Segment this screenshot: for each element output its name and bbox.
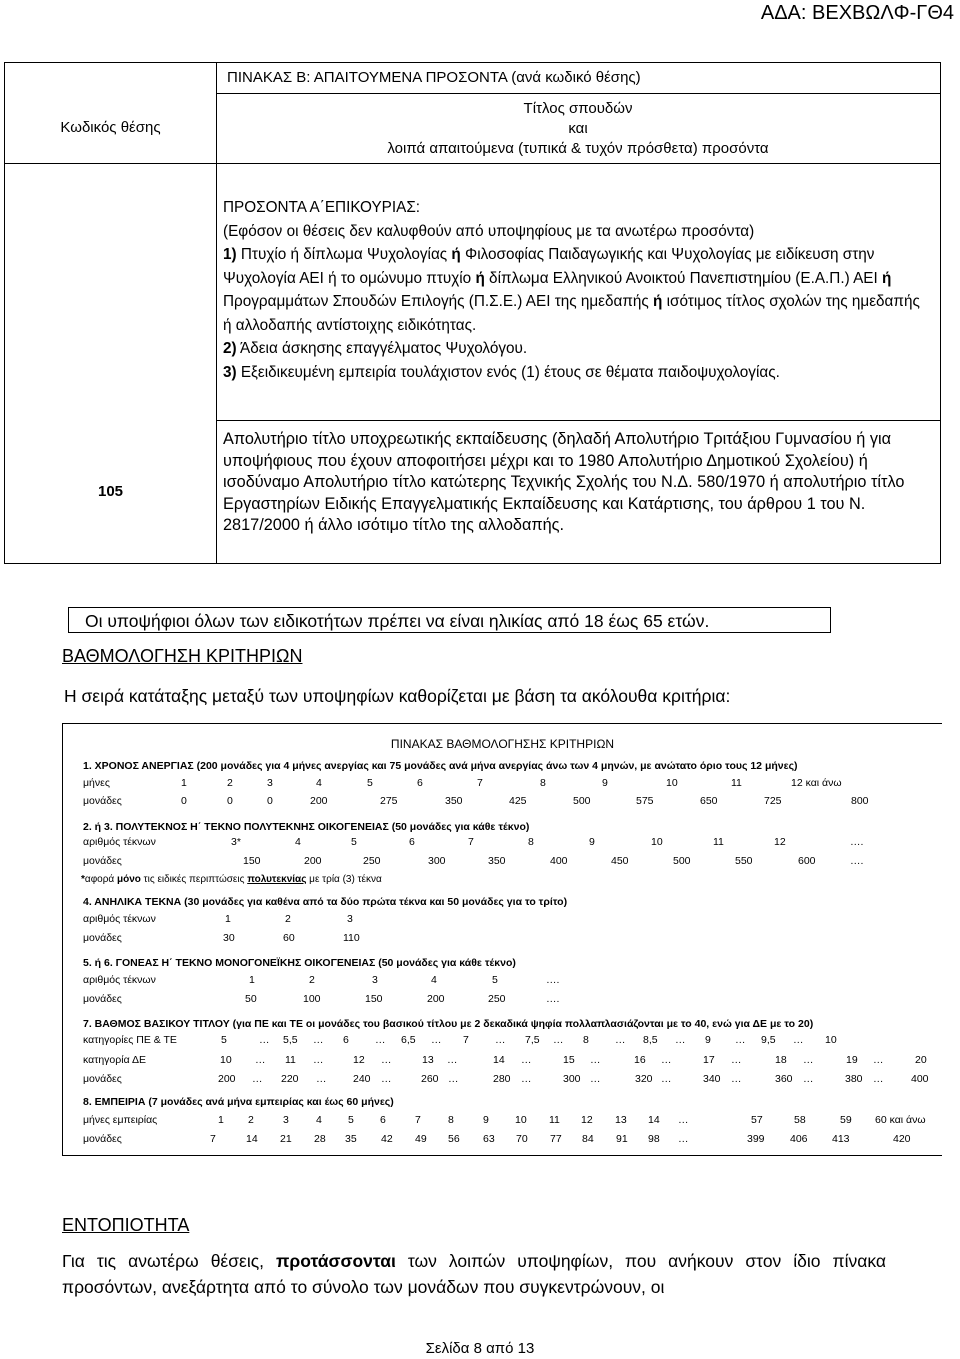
cell-value: 28 bbox=[314, 1133, 326, 1145]
cell-value: 11 bbox=[731, 777, 742, 789]
single-parent-points-row bbox=[63, 993, 943, 1007]
row-label: μονάδες bbox=[83, 993, 122, 1005]
cell-value: 1 bbox=[225, 913, 231, 925]
cell-value: …. bbox=[546, 974, 560, 986]
cell-value: 63 bbox=[483, 1133, 495, 1145]
cell-value: 11 bbox=[713, 836, 724, 848]
cell-value: 0 bbox=[181, 795, 187, 807]
cell-value: 260 bbox=[421, 1073, 439, 1085]
cell-value: … bbox=[447, 1054, 458, 1066]
cell-value: 7 bbox=[477, 777, 483, 789]
cell-value: … bbox=[803, 1054, 814, 1066]
qualifications-a: ΠΡΟΣΟΝΤΑ Α΄ΕΠΙΚΟΥΡΙΑΣ: (Εφόσον οι θέσεις δεν καλυφθούν από υποψηφίους με τα ανωτέρω προσόντα) 1) Πτυχίο ή δίπλωμα Ψυχολογίας ή Φιλοσοφίας Παιδαγωγικής και Ψυχολογίας με ειδίκευση στην Ψυχολογία ΑΕΙ ή το ομώνυμο πτυχίο ή δίπλωμα Ελληνικού Ανοικτού Πανεπιστημίου (Ε.Α.Π.) ΑΕΙ ή Προγραμμάτων Σπουδών Επιλογής (Π.Σ.Ε.) ΑΕΙ της ημεδαπής ή ισότιμος τίτλος σχολών της ημεδαπής ή αλλοδαπής αντίστοιχης ειδικότητας. 2) Άδεια άσκησης επαγγέλματος Ψυχολόγου. 3) Εξειδικευμένη εμπειρία τουλάχιστον ενός (1) έτους σε θέματα παιδοψυχολογίας. bbox=[223, 199, 920, 381]
cell-value: 12 bbox=[774, 836, 786, 848]
cell-value: …. bbox=[546, 993, 560, 1005]
cell-value: … bbox=[661, 1054, 672, 1066]
cell-value: 35 bbox=[345, 1133, 357, 1145]
row-label: μονάδες bbox=[83, 1073, 122, 1085]
cell-value: 8,5 bbox=[643, 1034, 658, 1046]
degree-pe-te-row bbox=[63, 1034, 943, 1048]
cell-value: 10 bbox=[220, 1054, 232, 1066]
cell-value: 380 bbox=[845, 1073, 863, 1085]
cell-value: 240 bbox=[353, 1073, 371, 1085]
cell-value: 1 bbox=[181, 777, 187, 789]
cell-value: 14 bbox=[493, 1054, 505, 1066]
cell-value: 1 bbox=[218, 1114, 224, 1126]
row-label: μήνες bbox=[83, 777, 110, 789]
cell-value: 84 bbox=[582, 1133, 594, 1145]
cell-value: 6 bbox=[417, 777, 423, 789]
cell-value: 13 bbox=[615, 1114, 627, 1126]
cell-value: 5 bbox=[351, 836, 357, 848]
cell-value: 4 bbox=[316, 777, 322, 789]
minor-children-points-row bbox=[63, 932, 943, 946]
cell-value: 600 bbox=[798, 855, 816, 867]
cell-value: 406 bbox=[790, 1133, 808, 1145]
table-title: ΠΙΝΑΚΑΣ Β: ΑΠΑΙΤΟΥΜΕΝΑ ΠΡΟΣΟΝΤΑ (ανά κωδικό θέσης) bbox=[227, 69, 641, 86]
cell-value: 0 bbox=[267, 795, 273, 807]
unemployment-months-row bbox=[63, 777, 943, 791]
criteria-table bbox=[62, 723, 942, 1156]
cell-value: 220 bbox=[281, 1073, 299, 1085]
cell-value: 10 bbox=[666, 777, 678, 789]
cell-value: 450 bbox=[611, 855, 629, 867]
cell-value: 5 bbox=[221, 1034, 227, 1046]
cell-value: 10 bbox=[651, 836, 663, 848]
cell-value: 42 bbox=[381, 1133, 393, 1145]
cell-value: 500 bbox=[573, 795, 591, 807]
cell-value: … bbox=[495, 1034, 506, 1046]
cell-value: 4 bbox=[316, 1114, 322, 1126]
cell-value: 399 bbox=[747, 1133, 765, 1145]
cell-value: … bbox=[678, 1114, 689, 1126]
cell-value: 58 bbox=[794, 1114, 806, 1126]
cell-value: 3 bbox=[347, 913, 353, 925]
cell-value: … bbox=[521, 1073, 532, 1085]
cell-value: 13 bbox=[422, 1054, 434, 1066]
cell-value: 3 bbox=[283, 1114, 289, 1126]
cell-value: 2 bbox=[227, 777, 233, 789]
section-single-parent: 5. ή 6. ΓΟΝΕΑΣ Η΄ ΤΕΚΝΟ ΜΟΝΟΓΟΝΕΪΚΗΣ ΟΙΚΟΓΕΝΕΙΑΣ (50 μονάδες για κάθε τέκνο) bbox=[83, 957, 516, 969]
cell-value: 12 και άνω bbox=[791, 777, 842, 789]
cell-value: 50 bbox=[245, 993, 257, 1005]
cell-value: 500 bbox=[673, 855, 691, 867]
cell-value: … bbox=[553, 1034, 564, 1046]
cell-value: … bbox=[381, 1073, 392, 1085]
page-footer: Σελίδα 8 από 13 bbox=[425, 1340, 535, 1357]
title-column-header: Τίτλος σπουδών και λοιπά απαιτούμενα (τυπικά & τυχόν πρόσθετα) προσόντα bbox=[387, 100, 769, 157]
locality-heading: ΕΝΤΟΠΙΟΤΗΤΑ bbox=[62, 1215, 190, 1235]
criteria-title: ΠΙΝΑΚΑΣ ΒΑΘΜΟΛΟΓΗΣΗΣ ΚΡΙΤΗΡΙΩΝ bbox=[390, 737, 615, 751]
cell-value: 7,5 bbox=[525, 1034, 540, 1046]
cell-value: … bbox=[448, 1073, 459, 1085]
row-label: μονάδες bbox=[83, 855, 122, 867]
cell-value: 4 bbox=[295, 836, 301, 848]
cell-value: … bbox=[873, 1073, 884, 1085]
cell-value: …. bbox=[850, 855, 864, 867]
qualifications-b: Απολυτήριο τίτλο υποχρεωτικής εκπαίδευσης (δηλαδή Απολυτήριο Τριτάξιου Γυμνασίου ή για υποψήφιους που έχουν αποφοιτήσει μέχρι και το 1980 Απολυτήριο Δημοτικού Σχολείου) ή ισοδύναμο Απολυτήριο τίτλο κατώτερης Τεχνικής Σχολής του Ν.Δ. 580/1970 ή απολυτήριο τίτλο Εργαστηρίων Ειδικής Επαγγελματικής Εκπαίδευσης και Κατάρτισης, του άρθρου 1 του Ν. 2817/2000 ή άλλο ισότιμο τίτλο της αλλοδαπής. bbox=[223, 430, 905, 534]
row-label: αριθμός τέκνων bbox=[83, 836, 156, 848]
row-label: μήνες εμπειρίας bbox=[83, 1114, 158, 1126]
cell-value: … bbox=[731, 1054, 742, 1066]
cell-value: 400 bbox=[550, 855, 568, 867]
cell-value: 200 bbox=[218, 1073, 236, 1085]
cell-value: … bbox=[313, 1054, 324, 1066]
cell-value: 56 bbox=[448, 1133, 460, 1145]
cell-value: … bbox=[375, 1034, 386, 1046]
cell-value: 300 bbox=[428, 855, 446, 867]
row-label: κατηγορία ΔΕ bbox=[83, 1054, 146, 1066]
large-family-note: *αφορά μόνο τις ειδικές περιπτώσεις πολυτεκνίας με τρία (3) τέκνα bbox=[81, 874, 382, 885]
cell-value: 8 bbox=[583, 1034, 589, 1046]
cell-value: 12 bbox=[581, 1114, 593, 1126]
cell-value: 9,5 bbox=[761, 1034, 776, 1046]
cell-value: 5 bbox=[367, 777, 373, 789]
cell-value: 5,5 bbox=[283, 1034, 298, 1046]
cell-value: 8 bbox=[448, 1114, 454, 1126]
cell-value: 150 bbox=[365, 993, 383, 1005]
section-degree-grade: 7. ΒΑΘΜΟΣ ΒΑΣΙΚΟΥ ΤΙΤΛΟΥ (για ΠΕ και ΤΕ οι μονάδες του βασικού τίτλου με 2 δεκαδικά ψηφία πολλαπλασιάζονται με το 40, ενώ για ΔΕ με το 20) bbox=[83, 1018, 814, 1030]
minor-children-count-row bbox=[63, 913, 943, 927]
cell-value: 7 bbox=[463, 1034, 469, 1046]
cell-value: 20 bbox=[915, 1054, 927, 1066]
row-label: μονάδες bbox=[83, 932, 122, 944]
single-parent-count-row bbox=[63, 974, 943, 988]
cell-value: 5 bbox=[348, 1114, 354, 1126]
section-minor-children: 4. ΑΝΗΛΙΚΑ ΤΕΚΝΑ (30 μονάδες για καθένα από τα δύο πρώτα τέκνα και 50 μονάδες για το τρίτο) bbox=[83, 896, 568, 908]
row-label: κατηγορίες ΠΕ & ΤΕ bbox=[83, 1034, 177, 1046]
cell-value: … bbox=[255, 1054, 266, 1066]
ada-code: ΑΔΑ: ΒΕΧΒΩΛΦ-ΓΘ4 bbox=[760, 2, 954, 24]
cell-value: 1 bbox=[249, 974, 255, 986]
cell-value: 400 bbox=[911, 1073, 929, 1085]
cell-value: 650 bbox=[700, 795, 718, 807]
cell-value: 12 bbox=[353, 1054, 365, 1066]
cell-value: 6,5 bbox=[401, 1034, 416, 1046]
cell-value: 10 bbox=[825, 1034, 837, 1046]
experience-months-row bbox=[63, 1114, 943, 1128]
cell-value: … bbox=[873, 1054, 884, 1066]
cell-value: 2 bbox=[309, 974, 315, 986]
cell-value: 8 bbox=[540, 777, 546, 789]
cell-value: 49 bbox=[415, 1133, 427, 1145]
cell-value: 200 bbox=[304, 855, 322, 867]
experience-points-row bbox=[63, 1133, 943, 1147]
cell-value: 5 bbox=[492, 974, 498, 986]
cell-value: 4 bbox=[431, 974, 437, 986]
cell-value: 3* bbox=[231, 836, 241, 848]
cell-value: 91 bbox=[616, 1133, 628, 1145]
cell-value: … bbox=[521, 1054, 532, 1066]
cell-value: 21 bbox=[280, 1133, 292, 1145]
cell-value: … bbox=[252, 1073, 263, 1085]
locality-paragraph: Για τις ανωτέρω θέσεις, προτάσσονται των λοιπών υποψηφίων, που ανήκουν στον ίδιο πίνακα προσόντων, ανεξάρτητα από το σύνολο των μονάδων που συγκεντρώνουν, οι bbox=[62, 1251, 887, 1297]
cell-value: … bbox=[590, 1054, 601, 1066]
cell-value: 16 bbox=[634, 1054, 646, 1066]
row-label: μονάδες bbox=[83, 795, 122, 807]
cell-value: … bbox=[793, 1034, 804, 1046]
cell-value: 19 bbox=[846, 1054, 858, 1066]
cell-value: 0 bbox=[227, 795, 233, 807]
cell-value: 11 bbox=[285, 1054, 296, 1066]
cell-value: … bbox=[381, 1054, 392, 1066]
children-points-row bbox=[63, 855, 943, 869]
cell-value: 200 bbox=[427, 993, 445, 1005]
cell-value: 110 bbox=[343, 932, 360, 944]
cell-value: 340 bbox=[703, 1073, 721, 1085]
cell-value: 250 bbox=[363, 855, 381, 867]
cell-value: 9 bbox=[705, 1034, 711, 1046]
cell-value: … bbox=[678, 1133, 689, 1145]
cell-value: 9 bbox=[602, 777, 608, 789]
cell-value: … bbox=[731, 1073, 742, 1085]
cell-value: 550 bbox=[735, 855, 753, 867]
section-experience: 8. ΕΜΠΕΙΡΙΑ (7 μονάδες ανά μήνα εμπειρίας και έως 60 μήνες) bbox=[83, 1096, 394, 1108]
cell-value: 725 bbox=[764, 795, 782, 807]
unemployment-points-row bbox=[63, 795, 943, 809]
cell-value: 360 bbox=[775, 1073, 793, 1085]
cell-value: 8 bbox=[528, 836, 534, 848]
cell-value: 77 bbox=[550, 1133, 562, 1145]
cell-value: 30 bbox=[223, 932, 235, 944]
cell-value: 11 bbox=[549, 1114, 560, 1126]
cell-value: … bbox=[313, 1034, 324, 1046]
row-label: αριθμός τέκνων bbox=[83, 974, 156, 986]
cell-value: … bbox=[675, 1034, 686, 1046]
cell-value: 250 bbox=[488, 993, 506, 1005]
cell-value: 350 bbox=[488, 855, 506, 867]
cell-value: … bbox=[316, 1073, 327, 1085]
cell-value: …. bbox=[850, 836, 864, 848]
cell-value: … bbox=[803, 1073, 814, 1085]
cell-value: 60 και άνω bbox=[875, 1114, 926, 1126]
cell-value: 150 bbox=[243, 855, 261, 867]
cell-value: 6 bbox=[409, 836, 415, 848]
row-label: αριθμός τέκνων bbox=[83, 913, 156, 925]
cell-value: 280 bbox=[493, 1073, 511, 1085]
cell-value: 420 bbox=[893, 1133, 911, 1145]
cell-value: 14 bbox=[648, 1114, 660, 1126]
cell-value: 6 bbox=[380, 1114, 386, 1126]
cell-value: 70 bbox=[516, 1133, 528, 1145]
cell-value: 7 bbox=[468, 836, 474, 848]
cell-value: 59 bbox=[840, 1114, 852, 1126]
cell-value: 60 bbox=[283, 932, 295, 944]
cell-value: 10 bbox=[515, 1114, 527, 1126]
cell-value: 9 bbox=[589, 836, 595, 848]
cell-value: 575 bbox=[636, 795, 654, 807]
qualifications-table bbox=[4, 62, 941, 564]
cell-value: 18 bbox=[775, 1054, 787, 1066]
section-unemployment: 1. ΧΡΟΝΟΣ ΑΝΕΡΓΙΑΣ (200 μονάδες για 4 μήνες ανεργίας και 75 μονάδες ανά μήνα ανεργίας άνω των 4 μηνών, με ανώτατο όριο τους 12 μήνες) bbox=[83, 760, 798, 772]
cell-value: 413 bbox=[832, 1133, 850, 1145]
age-requirement: Οι υποψήφιοι όλων των ειδικοτήτων πρέπει να είναι ηλικίας από 18 έως 65 ετών. bbox=[68, 607, 831, 633]
cell-value: 17 bbox=[703, 1054, 715, 1066]
cell-value: … bbox=[661, 1073, 672, 1085]
cell-value: … bbox=[259, 1034, 270, 1046]
cell-value: … bbox=[431, 1034, 442, 1046]
position-code: 105 bbox=[97, 483, 124, 500]
children-count-row bbox=[63, 836, 943, 850]
row-label: μονάδες bbox=[83, 1133, 122, 1145]
cell-value: 9 bbox=[483, 1114, 489, 1126]
cell-value: … bbox=[735, 1034, 746, 1046]
cell-value: 200 bbox=[310, 795, 328, 807]
scoring-intro: Η σειρά κατάταξης μεταξύ των υποψηφίων καθορίζεται με βάση τα ακόλουθα κριτήρια: bbox=[64, 686, 731, 706]
degree-points-row bbox=[63, 1073, 943, 1087]
cell-value: 3 bbox=[267, 777, 273, 789]
cell-value: 800 bbox=[851, 795, 869, 807]
cell-value: … bbox=[615, 1034, 626, 1046]
cell-value: 7 bbox=[415, 1114, 421, 1126]
cell-value: … bbox=[590, 1073, 601, 1085]
cell-value: 100 bbox=[303, 993, 321, 1005]
cell-value: 14 bbox=[246, 1133, 258, 1145]
cell-value: 7 bbox=[210, 1133, 216, 1145]
cell-value: 2 bbox=[285, 913, 291, 925]
cell-value: 3 bbox=[372, 974, 378, 986]
cell-value: 2 bbox=[248, 1114, 254, 1126]
section-large-family: 2. ή 3. ΠΟΛΥΤΕΚΝΟΣ Η΄ ΤΕΚΝΟ ΠΟΛΥΤΕΚΝΗΣ ΟΙΚΟΓΕΝΕΙΑΣ (50 μονάδες για κάθε τέκνο) bbox=[83, 821, 530, 833]
code-column-header: Κωδικός θέσης bbox=[60, 119, 161, 136]
cell-value: 320 bbox=[635, 1073, 653, 1085]
cell-value: 15 bbox=[563, 1054, 575, 1066]
cell-value: 300 bbox=[563, 1073, 581, 1085]
cell-value: 275 bbox=[380, 795, 398, 807]
cell-value: 350 bbox=[445, 795, 463, 807]
scoring-heading: ΒΑΘΜΟΛΟΓΗΣΗ ΚΡΙΤΗΡΙΩΝ bbox=[62, 646, 303, 666]
cell-value: 6 bbox=[343, 1034, 349, 1046]
degree-de-row bbox=[63, 1054, 943, 1068]
cell-value: 425 bbox=[509, 795, 527, 807]
cell-value: 98 bbox=[648, 1133, 660, 1145]
cell-value: 57 bbox=[751, 1114, 763, 1126]
